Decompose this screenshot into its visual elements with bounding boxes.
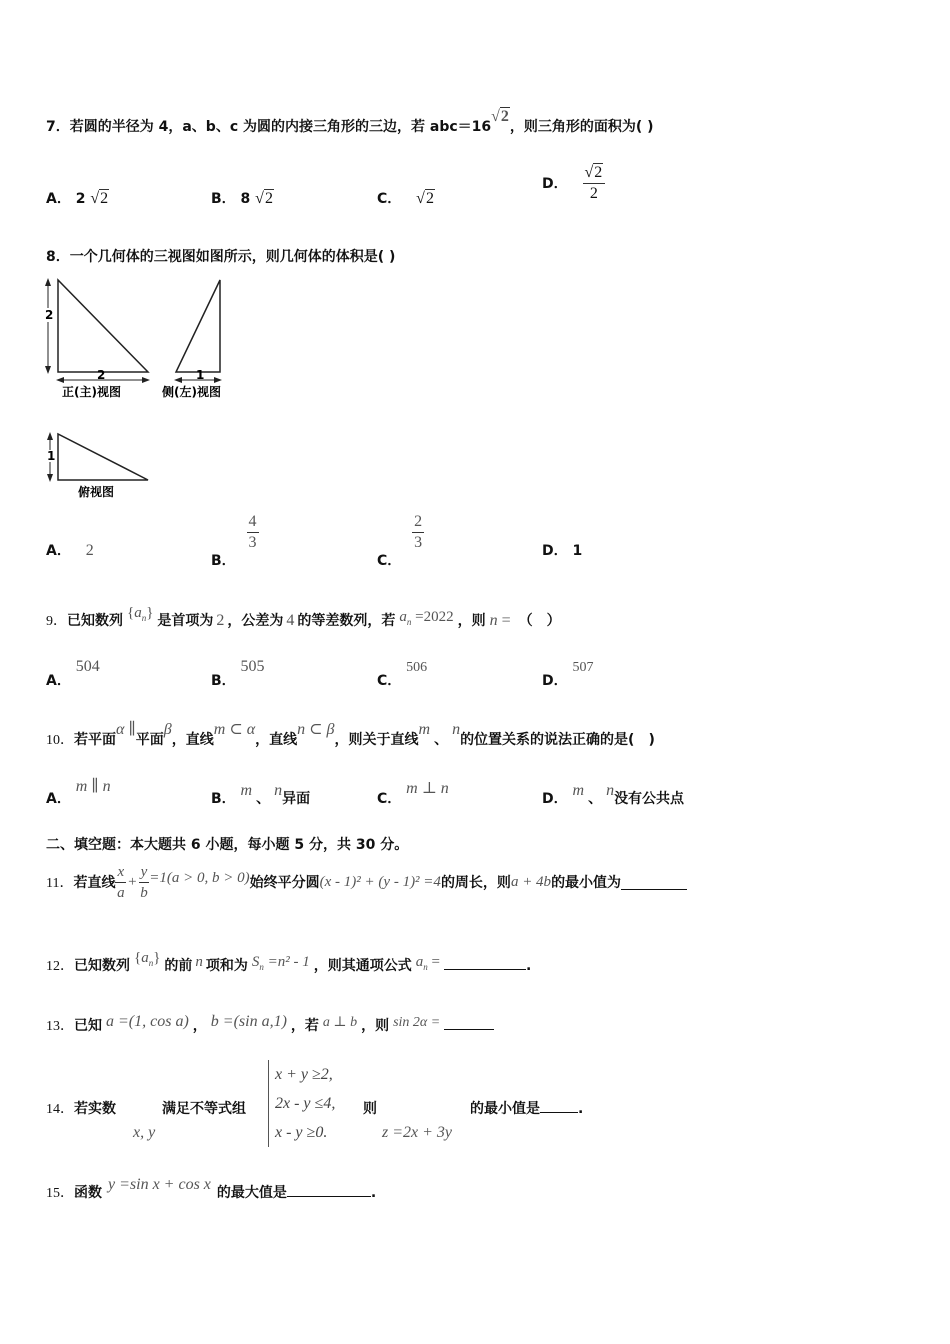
q8-option-a-value: 2 (85, 542, 94, 559)
q12-sn-rhs: =n² - 1 (263, 954, 310, 970)
q10-option-d-label: D． (542, 791, 568, 807)
q13-stem (46, 1015, 494, 1035)
side-view-caption: 侧(左)视图 (162, 385, 221, 399)
q7-option-c-label: C． (377, 191, 402, 207)
q9-text-5: ，则 (457, 613, 486, 629)
q9-option-c[interactable] (377, 660, 428, 690)
q8-option-b-den: 3 (248, 534, 257, 551)
q14-text-4: 的最小值是 (470, 1101, 540, 1117)
q12-sn: S (251, 954, 260, 970)
q9-n: n (489, 612, 498, 629)
q10-stem (46, 721, 655, 749)
q11-text-3: 的周长，则 (440, 875, 511, 891)
front-height-label: 2 (45, 308, 54, 322)
q8-option-c-frac (412, 512, 424, 553)
q12-sn-expr (252, 954, 310, 970)
q7-option-a-coef: 2 (75, 191, 86, 207)
q12-end: . (526, 958, 532, 974)
q9-option-b-label: B． (211, 673, 236, 689)
q8-option-c[interactable] (377, 512, 424, 569)
q8-option-b-frac (247, 512, 259, 553)
q10-option-a-label: A． (46, 791, 71, 807)
q10-m-in-alpha: m ⊂ α (213, 721, 256, 738)
q9-option-d-value: 507 (572, 660, 594, 675)
front-height-arrow-top (45, 278, 51, 286)
q10-option-d-n: n (606, 782, 615, 799)
q9-text-6: （ ） (518, 613, 561, 629)
q8-option-d-value: 1 (572, 543, 583, 559)
q11-answer-blank[interactable] (621, 875, 687, 890)
q10-option-b-text: 异面 (282, 791, 311, 807)
q11-frac-x-den: a (117, 884, 125, 901)
q14-ineq-2: 2x - y ≤4, (275, 1095, 336, 1112)
q9-text-2: 是首项为 (157, 613, 214, 629)
q9-eq: = (497, 612, 511, 629)
q7-sqrt-radicand: 2 (500, 108, 509, 125)
q8-stem: 8．一个几何体的三视图如图所示，则几何体的体积是( ) (46, 249, 396, 265)
q7-option-a-sqrt: √2 (90, 190, 109, 207)
q12-n: n (195, 954, 203, 970)
q12-text-3: 项和为 (205, 958, 248, 974)
q13-comma: ， (192, 1018, 207, 1034)
side-width-arrow-left (174, 377, 182, 383)
front-view-caption: 正(主)视图 (62, 385, 121, 399)
q10-option-b-m: m (240, 782, 253, 799)
q9-text-4: 的等差数列，若 (297, 613, 396, 629)
q12-an-sub: n (423, 962, 428, 972)
q9-an-sub: n (406, 617, 412, 627)
q12-text-2: 的前 (164, 958, 193, 974)
q14-text-3: 则 (363, 1101, 377, 1117)
q15-answer-blank[interactable] (287, 1182, 371, 1197)
q9-option-d[interactable] (542, 660, 594, 690)
q10-alpha-parallel: α ∥ (116, 721, 136, 738)
q7-option-c-sqrt: √2 (416, 190, 434, 207)
top-height-label: 1 (47, 449, 56, 463)
q10-text-6: 的位置关系的说法正确的是( ) (460, 732, 655, 748)
q15-end: . (370, 1185, 377, 1201)
q8-option-b-num: 4 (247, 512, 259, 533)
q7-option-d[interactable] (542, 163, 605, 204)
side-width-label: 1 (196, 368, 205, 382)
q8-option-a[interactable] (46, 540, 94, 560)
q10-text-2: 平面 (135, 732, 164, 748)
q9-number: 9． (46, 614, 67, 629)
q14-text-2: 满足不等式组 (162, 1101, 246, 1117)
q11-frac-y (139, 862, 150, 903)
q12-seq-sub: n (148, 958, 154, 968)
q15-number: 15． (46, 1186, 74, 1201)
q9-option-a-value: 504 (75, 658, 100, 675)
q8-option-c-den: 3 (414, 534, 423, 551)
top-view-triangle (58, 434, 148, 480)
q10-option-a-expr: m ∥ n (75, 778, 111, 795)
q10-option-d-sep: 、 (588, 791, 603, 807)
q9-text-3: ，公差为 (227, 613, 284, 629)
q13-vector-b: b =(sin a,1) (210, 1013, 287, 1030)
q12-stem (46, 950, 532, 976)
q7-option-c[interactable] (377, 188, 435, 208)
q8-option-d[interactable] (542, 540, 582, 560)
q9-option-c-label: C． (377, 673, 402, 689)
q10-option-d-m: m (572, 782, 585, 799)
q15-text-1: 函数 (74, 1185, 102, 1201)
q7-option-d-label: D． (542, 175, 568, 192)
q9-stem (46, 605, 561, 631)
q12-answer-blank[interactable] (444, 955, 526, 970)
q8-option-d-label: D． (542, 543, 568, 559)
q7-stem (46, 108, 654, 136)
q9-option-a-label: A． (46, 673, 71, 689)
q15-stem (46, 1176, 377, 1202)
q10-option-d-text: 没有公共点 (614, 791, 685, 807)
front-width-arrow-right (142, 377, 150, 383)
q7-option-d-frac: $\frac{√2}{2}$ (583, 163, 606, 204)
q14-text-1: 若实数 (74, 1101, 116, 1117)
q12-seq-a: a (141, 950, 149, 966)
q14-z-expr: z =2x + 3y (382, 1124, 453, 1141)
q10-text-4: ，直线 (255, 732, 298, 748)
front-height-arrow-bottom (45, 366, 51, 374)
q13-text-2: ，若 (290, 1018, 319, 1034)
q11-plus: + (128, 873, 137, 890)
q10-sep: 、 (434, 732, 449, 748)
q8-option-a-label: A． (46, 543, 71, 559)
q9-text-1: 已知数列 (67, 613, 123, 629)
q9-option-d-label: D． (542, 673, 568, 689)
q12-an-expr (416, 954, 440, 970)
q10-n-in-beta: n ⊂ β (297, 721, 335, 738)
q10-option-b-label: B． (211, 791, 236, 807)
q11-text-2: 始终平分圆 (249, 875, 320, 891)
q8-option-c-label: C． (377, 552, 402, 569)
q11-text-4: 的最小值为 (551, 875, 622, 891)
top-height-arrow-top (47, 432, 53, 440)
q14-number-text (46, 1098, 116, 1118)
q12-eq: = (427, 954, 440, 970)
q11-frac-x-num: x (115, 862, 126, 883)
q9-an-rhs: =2022 (411, 609, 454, 625)
q12-text-1: 已知数列 (74, 958, 130, 974)
q10-option-c-expr: m ⊥ n (406, 780, 449, 797)
q10-text-5: ，则关于直线 (334, 732, 419, 748)
q13-sin2a: sin 2α = (393, 1015, 441, 1030)
q13-text-3: ，则 (361, 1018, 390, 1034)
q13-perp: a ⊥ b (322, 1015, 358, 1030)
q13-text-1: 已知 (74, 1018, 102, 1034)
q14-system (268, 1060, 335, 1147)
q9-seq-a: a (134, 605, 142, 621)
q8-three-view-figure (40, 272, 240, 502)
q7-option-a-radicand: 2 (100, 190, 109, 207)
q15-function: y =sin x + cos x (108, 1176, 211, 1193)
q10-option-c[interactable] (377, 780, 449, 808)
q8-option-b[interactable] (211, 512, 259, 569)
q7-option-c-radicand: 2 (425, 190, 434, 207)
q14-vars: x, y (133, 1124, 156, 1141)
q7-option-d-den: 2 (589, 185, 598, 202)
q7-option-a[interactable] (46, 188, 109, 208)
q10-option-d[interactable] (542, 782, 685, 808)
q10-beta: β (163, 721, 172, 738)
top-view-caption: 俯视图 (78, 485, 115, 499)
q12-seq: $\{a_n\}$ (134, 950, 161, 968)
q9-option-a[interactable] (46, 658, 100, 690)
q9-an-expr (399, 609, 453, 625)
q11-text-1: 若直线 (73, 875, 116, 891)
q10-option-b[interactable] (211, 782, 311, 808)
q9-seq-sub: n (141, 613, 147, 623)
q14-end: . (578, 1101, 584, 1117)
q9-option-b[interactable] (211, 658, 265, 690)
q14-answer-blank[interactable] (540, 1098, 578, 1113)
q8-option-b-label: B． (211, 552, 236, 569)
q12-number: 12． (46, 959, 74, 974)
front-width-label: 2 (97, 368, 106, 382)
q11-frac-y-den: b (140, 884, 148, 901)
section-2-title: 二、填空题：本大题共 6 小题，每小题 5 分，共 30 分。 (46, 837, 409, 853)
q14-ineq-3: x - y ≥0. (275, 1124, 328, 1141)
q12-sn-sub: n (259, 962, 264, 972)
q9-seq: $\{a_n\}$ (127, 605, 154, 623)
q11-target-expr: a + 4b (510, 873, 552, 890)
q10-text-1: 若平面 (74, 732, 116, 748)
front-view-triangle (58, 280, 148, 372)
q10-text-3: ，直线 (171, 732, 214, 748)
q10-m: m (418, 721, 431, 738)
q13-vector-a: a =(1, cos a) (106, 1013, 189, 1030)
q9-option-c-value: 506 (406, 660, 428, 675)
q11-number: 11． (46, 876, 74, 891)
q7-option-b[interactable] (211, 188, 274, 208)
q10-number: 10． (46, 733, 74, 748)
q9-common-diff: 4 (286, 612, 295, 629)
q9-an: a (399, 609, 407, 625)
q7-sqrt: √2 (491, 108, 509, 125)
front-width-arrow-left (56, 377, 64, 383)
q10-option-a[interactable] (46, 778, 111, 808)
q9-first-term: 2 (216, 612, 225, 629)
q10-option-b-sep: 、 (256, 791, 271, 807)
q7-stem-prefix: 7．若圆的半径为 4，a、b、c 为圆的内接三角形的三边，若 abc＝16 (46, 119, 492, 135)
q14-tail (470, 1098, 583, 1118)
q11-frac-y-num: y (139, 862, 150, 883)
q12-text-4: ，则其通项公式 (313, 958, 412, 974)
q14-ineq-1: x + y ≥2, (275, 1066, 333, 1083)
top-height-arrow-bottom (47, 474, 53, 482)
q12-an: a (415, 954, 424, 970)
q7-option-b-coef: 8 (240, 191, 251, 207)
q7-option-b-radicand: 2 (264, 190, 273, 207)
q10-n: n (452, 721, 461, 738)
q10-option-b-n: n (274, 782, 283, 799)
q11-condition: =1(a > 0, b > 0) (149, 869, 250, 886)
q7-option-b-sqrt: √2 (255, 190, 273, 207)
q10-option-c-label: C． (377, 791, 402, 807)
q13-answer-blank[interactable] (444, 1015, 494, 1030)
side-view-triangle (176, 280, 220, 372)
q11-frac-x (115, 862, 126, 903)
q11-circle-eq: (x - 1)² + (y - 1)² =4 (319, 873, 441, 890)
q14-number: 14． (46, 1102, 74, 1117)
q15-text-2: 的最大值是 (216, 1185, 287, 1201)
q9-option-b-value: 505 (240, 658, 265, 675)
q7-stem-suffix: ，则三角形的面积为( ) (509, 119, 654, 135)
q7-option-d-num-radicand: 2 (594, 164, 603, 181)
q8-option-c-num: 2 (412, 512, 424, 533)
side-width-arrow-right (214, 377, 222, 383)
q7-option-a-label: A． (46, 191, 71, 207)
q11-stem (46, 860, 687, 904)
q13-number: 13． (46, 1019, 74, 1034)
q7-option-b-label: B． (211, 191, 236, 207)
